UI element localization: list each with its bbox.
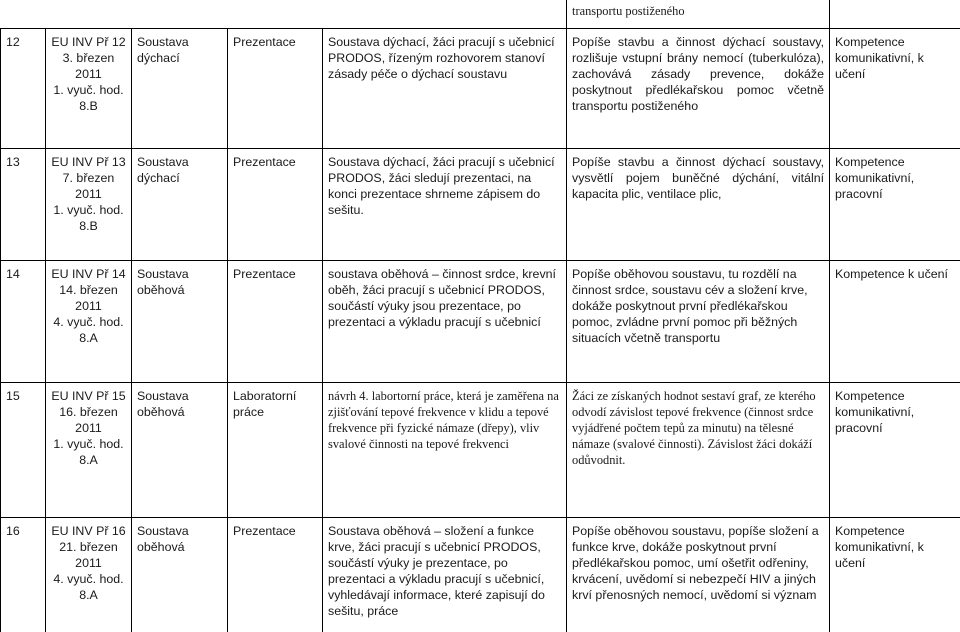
row-number: 13 (1, 148, 46, 260)
topic-cell: Soustava dýchací (132, 28, 228, 148)
lesson-code: EU INV Př 12 (51, 34, 126, 49)
lesson-code: EU INV Př 16 (51, 523, 126, 538)
lesson-code-cell (46, 382, 132, 517)
competence-cell: Kompetence komunikativní, k učení (830, 517, 960, 632)
method-cell: Prezentace (228, 28, 323, 148)
row-number: 12 (1, 28, 46, 148)
lesson-period: 4. vyuč. hod. (53, 314, 124, 329)
lesson-date: 7. březen (62, 170, 115, 185)
row-number: 15 (1, 382, 46, 517)
outcome-cell: Popíše stavbu a činnost dýchací soustavy, rozlišuje vstupní brány nemocí (tuberkulóza), zachovává zásady prevence, dokáže poskytnout předlékařskou pomoc včetně transportu postiženého (567, 28, 830, 148)
table-row-continuation (1, 0, 960, 28)
lesson-code-cell (46, 260, 132, 382)
lesson-period: 4. vyuč. hod. (53, 571, 124, 586)
method-cell: Prezentace (228, 148, 323, 260)
outcome-cell: Žáci ze získaných hodnot sestaví graf, ze kterého odvodí závislost tepové frekvence (činnost srdce vyjádřené počtem tepů za minutu) na tělesné námaze (svalové činnosti). Závislost žáci dokáží odůvodnit. (567, 382, 830, 517)
topic-cell: Soustava oběhová (132, 517, 228, 632)
table-row (1, 148, 960, 260)
lesson-code-cell (46, 148, 132, 260)
lesson-year: 2011 (75, 66, 102, 81)
topic-cell: Soustava dýchací (132, 148, 228, 260)
lesson-date: 16. březen (59, 404, 118, 419)
table-row (1, 28, 960, 148)
lesson-year: 2011 (75, 555, 102, 570)
method-cell: Prezentace (228, 517, 323, 632)
lesson-code: EU INV Př 13 (51, 154, 126, 169)
lesson-year: 2011 (75, 420, 102, 435)
activity-cell: návrh 4. labortorní práce, která je zaměřena na zjišťování tepové frekvence v klidu a tepové frekvence při fyzické námaze (dřepy), vliv svalové činnosti na tepové frekvenci (323, 382, 567, 517)
activity-cell: Soustava oběhová – složení a funkce krve, žáci pracují s učebnicí PRODOS, součástí výuky je prezentace, po prezentaci a výkladu pracují s učebnicí, vyhledávají informace, které zapisují do sešitu, práce (323, 517, 567, 632)
lesson-code: EU INV Př 15 (51, 388, 126, 403)
lesson-year: 2011 (75, 186, 102, 201)
table-row (1, 260, 960, 382)
lesson-period: 1. vyuč. hod. (53, 82, 124, 97)
lesson-year: 2011 (75, 298, 102, 313)
lesson-date: 3. březen (62, 50, 115, 65)
competence-cell: Kompetence komunikativní, pracovní (830, 382, 960, 517)
lesson-class: 8.B (79, 98, 98, 113)
row-number: 14 (1, 260, 46, 382)
lesson-code-cell (46, 517, 132, 632)
activity-cell: soustava oběhová – činnost srdce, krevní oběh, žáci pracují s učebnicí PRODOS, součástí výuky jsou prezentace, po prezentaci a výkladu pracují s učebnicí (323, 260, 567, 382)
table-row (1, 382, 960, 517)
method-cell: Prezentace (228, 260, 323, 382)
lesson-code: EU INV Př 14 (51, 266, 126, 281)
lesson-class: 8.A (79, 587, 98, 602)
lesson-date: 21. březen (59, 539, 118, 554)
method-cell: Laboratorní práce (228, 382, 323, 517)
lesson-class: 8.B (79, 218, 98, 233)
outcome-cell: transportu postiženého (567, 0, 830, 28)
outcome-cell: Popíše oběhovou soustavu, tu rozdělí na činnost srdce, soustavu cév a složení krve, dokáže poskytnout první předlékařskou pomoc, zvládne první pomoc při běžných situacích včetně transportu (567, 260, 830, 382)
empty-cells (1, 0, 567, 28)
lesson-class: 8.A (79, 452, 98, 467)
lesson-class: 8.A (79, 330, 98, 345)
competence-cell: Kompetence komunikativní, k učení (830, 28, 960, 148)
competence-cell: Kompetence k učení (830, 260, 960, 382)
competence-cell: Kompetence komunikativní, pracovní (830, 148, 960, 260)
topic-cell: Soustava oběhová (132, 382, 228, 517)
outcome-cell: Popíše stavbu a činnost dýchací soustavy, vysvětlí pojem buněčné dýchání, vitální kapacita plic, ventilace plic, (567, 148, 830, 260)
empty-cell (830, 0, 960, 28)
activity-cell: Soustava dýchací, žáci pracují s učebnicí PRODOS, žáci sledují prezentaci, na konci prezentace shrneme zápisem do sešitu. (323, 148, 567, 260)
lesson-period: 1. vyuč. hod. (53, 202, 124, 217)
activity-cell: Soustava dýchací, žáci pracují s učebnicí PRODOS, řízeným rozhovorem stanoví zásady péče o dýchací soustavu (323, 28, 567, 148)
lesson-date: 14. březen (59, 282, 118, 297)
row-number: 16 (1, 517, 46, 632)
topic-cell: Soustava oběhová (132, 260, 228, 382)
lesson-code-cell (46, 28, 132, 148)
table-row (1, 517, 960, 632)
outcome-cell: Popíše oběhovou soustavu, popíše složení a funkce krve, dokáže poskytnout první předlékařskou pomoc, umí ošetřit odřeniny, krvácení, uvědomí si nebezpečí HIV a jiných krví přenosných nemocí, uvědomí si význam (567, 517, 830, 632)
lesson-period: 1. vyuč. hod. (53, 436, 124, 451)
